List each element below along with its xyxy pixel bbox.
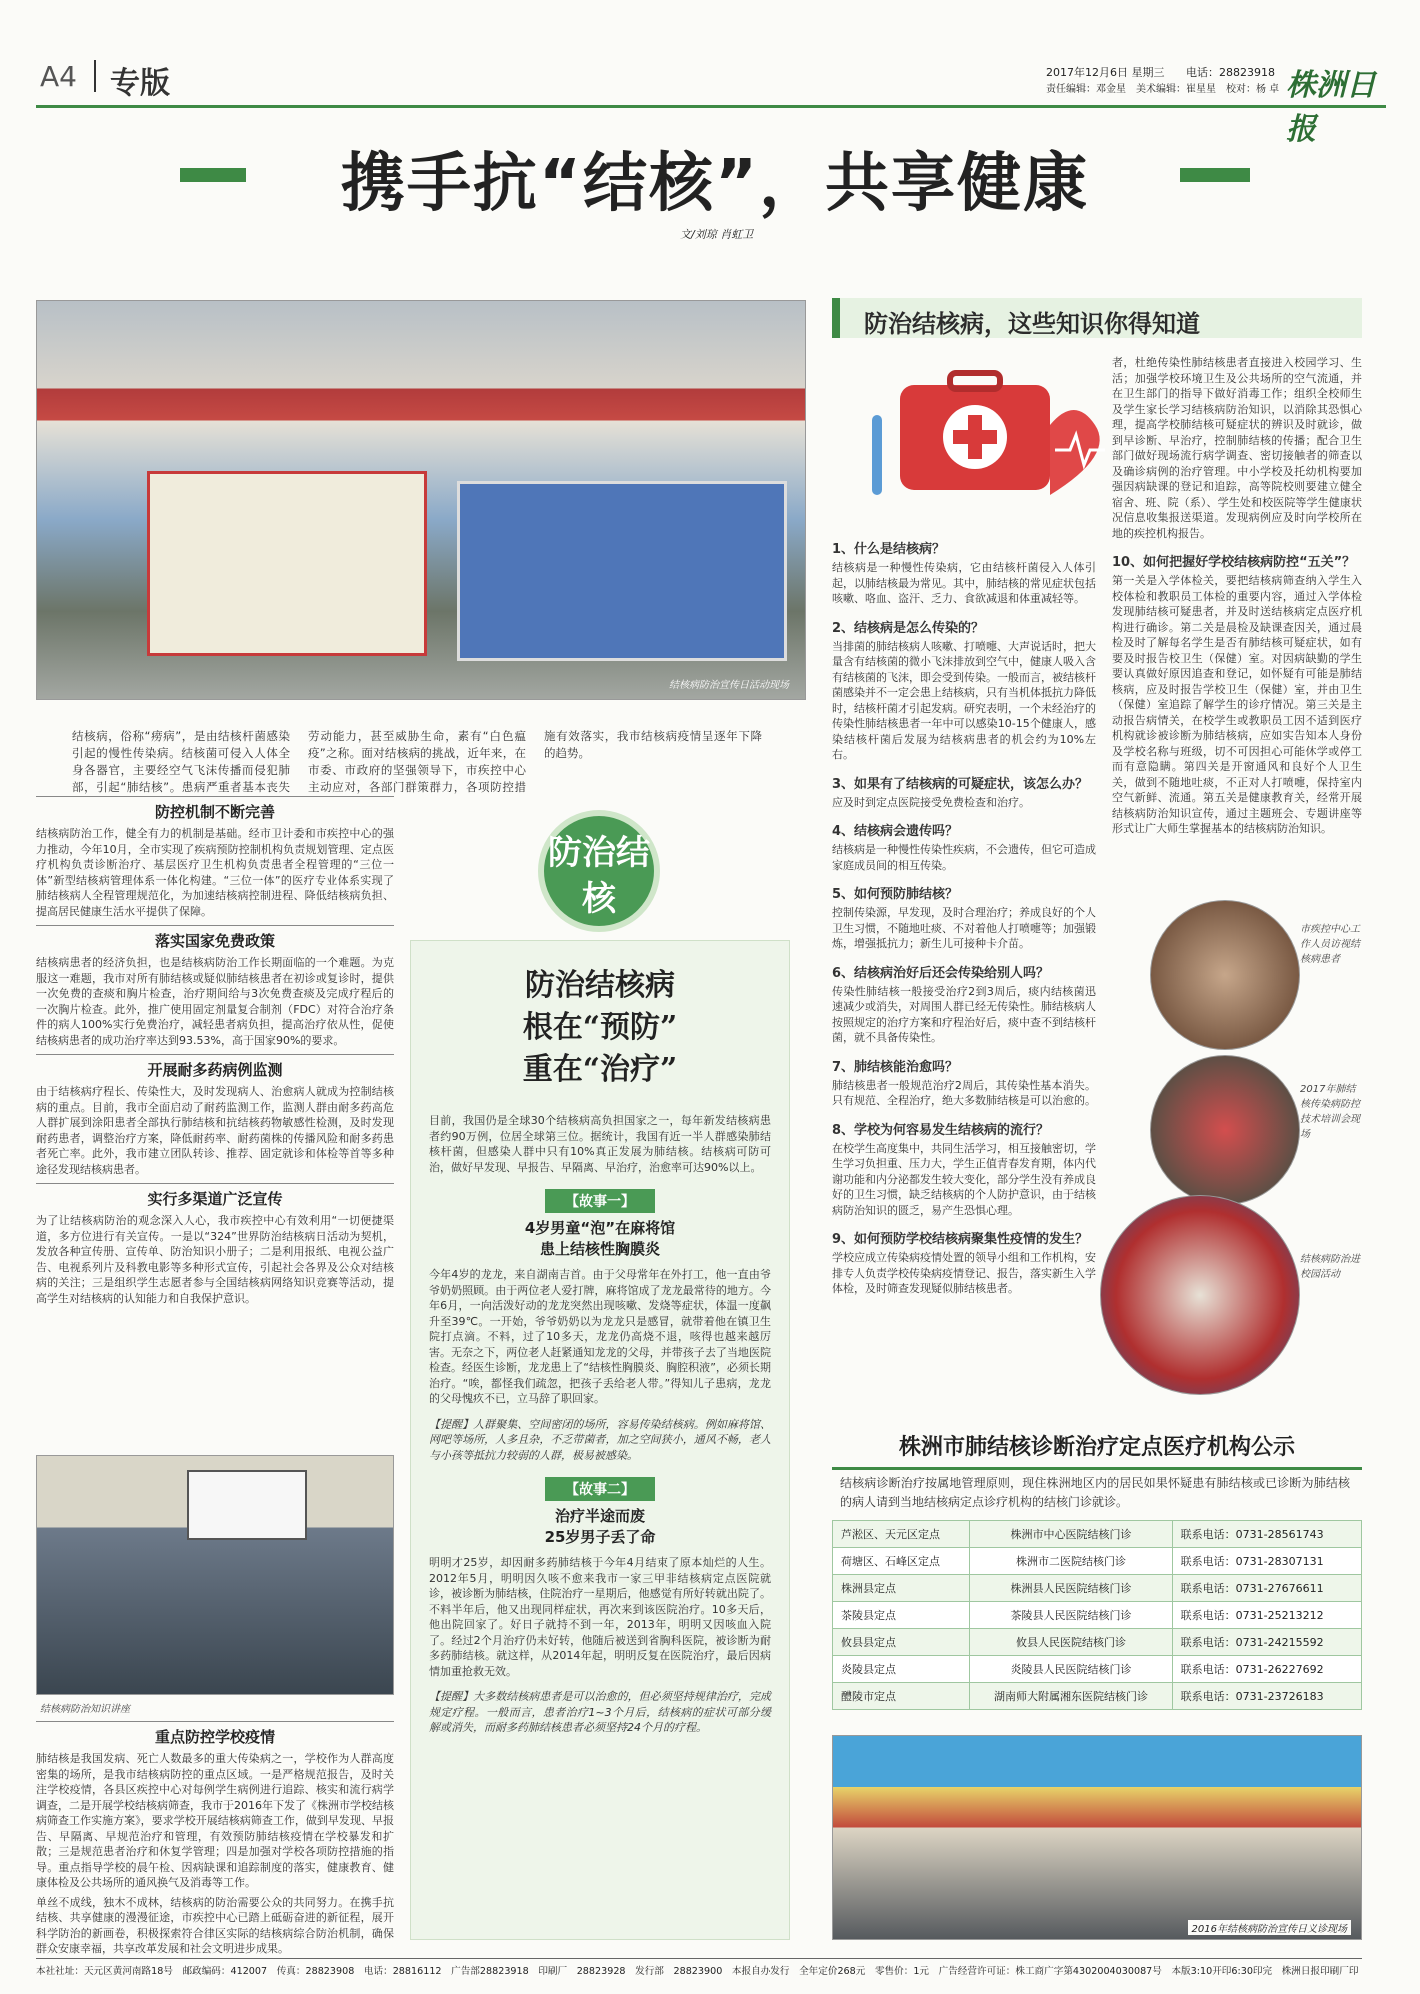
section-text: 结核病患者的经济负担，也是结核病防治工作长期面临的一个难题。为克服这一难题，我市对所有肺结核或疑似肺结核患者在初诊或复诊时，提供一次免费的查痰和胸片检查，治疗期间给与3次免费查痰及完成疗程后的一次胸片检查。此外，推广使用固定剂量复合制剂（FDC）对符合治疗条件的病人100%实行免费治疗，减轻患者病负担，提高治疗依从性，促使结核病患者的成功治疗率达到93.53%，高于国家90%的要求。	[36, 956, 394, 1047]
lead-photo	[36, 300, 806, 700]
hospital-cell: 炎陵县人民医院结核门诊	[970, 1656, 1172, 1683]
phone-cell: 联系电话：0731-26227692	[1172, 1656, 1361, 1683]
district-cell: 茶陵县定点	[833, 1602, 970, 1629]
table-row	[833, 1575, 1362, 1602]
district-cell: 炎陵县定点	[833, 1656, 970, 1683]
page-number: A4	[40, 60, 77, 93]
section-title: 防控机制不断完善	[36, 796, 394, 822]
district-cell: 攸县县定点	[833, 1629, 970, 1656]
footer: 本社社址：天元区黄河南路18号 邮政编码：412007 传真：28823908 电话：28816112 广告部28823918 印刷厂 28823928 发行部 28823900 本报自办发行 全年定价268元 零售价：1元 广告经营许可证：株工商广字第4302004030087号 本版3:10开印6:30印完 株洲日报印刷厂印	[36, 1958, 1362, 1977]
divider	[94, 60, 96, 92]
section-title: 开展耐多药病例监测	[36, 1054, 394, 1080]
phone-cell: 联系电话：0731-24215592	[1172, 1629, 1361, 1656]
section-text: 由于结核病疗程长、传染性大，及时发现病人、治愈病人就成为控制结核病的重点。目前，我市全面启动了耐药监测工作，监测人群由耐多药高危人群扩展到涂阳患者全部执行肺结核和抗结核药物敏感性检测，及时发现耐药患者，调整治疗方案，降低耐药率、耐药菌株的传播风险和耐多药患者死亡率。此外，我市建立团队转诊、推荐、固定就诊和体检等首等多种途径发现结核病患者。	[36, 1085, 394, 1176]
section-text: 单丝不成线，独木不成林，结核病的防治需要公众的共同努力。在携手抗结核、共享健康的漫漫征途，市疾控中心已踏上砥砺奋进的新征程，展开科学防治的新画卷，积极探索符合律区实际的结核病综合防治机制，确保群众安康幸福，共享改革发展和社会文明进步成果。	[36, 1895, 394, 1955]
district-cell: 芦淞区、天元区定点	[833, 1521, 970, 1548]
notice-title: 株洲市肺结核诊断治疗定点医疗机构公示	[832, 1430, 1362, 1470]
hospital-cell: 株洲市中心医院结核门诊	[970, 1521, 1172, 1548]
clinic-photo	[832, 1735, 1362, 1940]
section-text: 肺结核是我国发病、死亡人数最多的重大传染病之一，学校作为人群高度密集的场所，是我市结核病防控的重点区域。一是严格规范报告，及时关注学校疫情，各县区疾控中心对每例学生病例进行追踪、核实和流行病学调查，二是开展学校结核病筛查，我市于2016年下发了《株洲市学校结核病筛查工作实施方案》，要求学校开展结核病筛查工作，做到早发现、早报告、早隔离、早规范治疗和管理，有效预防肺结核疫情在学校暴发和扩散；三是规范患者治疗和休复学管理；四是加强对学校各项防控措施的指导。重点指导学校的晨午检、因病缺课和追踪制度的落实，健康教育、健康体检及公共场所的通风换气及消毒等工作。	[36, 1752, 394, 1889]
story-title: 4岁男童“泡”在麻将馆	[524, 1219, 676, 1237]
photo-caption: 结核病防治宣传日活动现场	[669, 680, 789, 691]
tip-text: 【提醒】大多数结核病患者是可以治愈的，但必须坚持规律治疗，完成规定疗程。一般而言，患者治疗1~3个月后，结核病的症状可部分缓解或消失，而耐多药肺结核患者必须坚持24个月的疗程。	[429, 1690, 771, 1734]
middle-title: 防治结核病 根在“预防” 重在“治疗”	[522, 968, 678, 1087]
phone-cell: 联系电话：0731-28561743	[1172, 1521, 1361, 1548]
table-row	[833, 1656, 1362, 1683]
hospital-table	[832, 1520, 1362, 1710]
district-cell: 荷塘区、石峰区定点	[833, 1548, 970, 1575]
hospital-cell: 株洲市二医院结核门诊	[970, 1548, 1172, 1575]
story-title: 治疗半途而废	[554, 1507, 645, 1525]
medical-kit-illustration	[860, 355, 1120, 515]
table-row	[833, 1548, 1362, 1575]
lead-text: 结核病，俗称“痨病”，是由结核杆菌感染引起的慢性传染病。结核菌可侵入人体全身各器官，主要经空气飞沫传播而侵犯肺部，引起“肺结核”。患病严重者基本丧失劳动能力，甚至威胁生命，素有“白色瘟疫”之称。面对结核病的挑战，近年来，在市委、市政府的坚强领导下，市疾控中心主动应对，各部门群策群力，各项防控措施有效落实，我市结核病疫情呈逐年下降的趋势。	[72, 729, 762, 794]
qa-column-2: 者，杜绝传染性肺结核患者直接进入校园学习、生活；加强学校环境卫生及公共场所的空气流通，并在卫生部门的指导下做好消毒工作；组织全校师生及学生家长学习结核病防治知识，以消除其恐惧心理，提高学校肺结核可疑症状的辨识及时就诊，做到早诊断、早治疗，控制肺结核的传播；配合卫生部门做好现场流行病学调查、密切接触者的筛查以及确诊病例的治疗管理。中小学校及托幼机构要加强因病缺课的登记和追踪，高等院校则要建立健全宿舍、班、院（系）、学生处和校医院等学生健康状况信息收集报送渠道。发现病例应及时向学校所在地的疾控机构报告。 10、如何把握好学校结核病防控“五关”？ 第一关是入学体检关，要把结核病筛查纳入学生入校体检和教职员工体检的重要内容，通过入学体检发现肺结核可疑患者，并及时送结核病定点医疗机构进行确诊。第二关是晨检及缺课查因关，通过晨检及时了解每名学生是否有肺结核可疑症状，如有要及时报告校卫生（保健）室。对因病缺勤的学生要认真做好原因追查和登记，如怀疑有可能是肺结核病，应及时报告学校卫生（保健）室，并由卫生（保健）室追踪了解学生的诊疗情况。第三关是主动报告病情关，在校学生或教职员工因不适到医疗机构就诊被诊断为肺结核病，应如实告知本人身份及学校名称与班级，切不可因担心可能休学或停工而有意隐瞒。第四关是开窗通风和良好个人卫生关，做到不随地吐痰，不正对人打喷嚏，保持室内空气新鲜、流通。第五关是健康教育关，经常开展结核病防治知识宣传，通过主题班会、专题讲座等形式让广大师生掌握基本的结核病防治知识。	[1112, 356, 1362, 835]
section-text: 结核病防治工作，健全有力的机制是基础。经市卫计委和市疾控中心的强力推动，今年10月，全市实现了疾病预防控制机构负责规划管理、定点医疗机构负责诊断治疗、基层医疗卫生机构负责患者全程管理的“三位一体”新型结核病管理体系一体化构建。“三位一体”的医疗专业体系实现了肺结核病人全程管理规范化，为加速结核病控制进程、降低结核病负担、提高居民健康生活水平提供了保障。	[36, 827, 394, 918]
story-text: 明明才25岁，却因耐多药肺结核于今年4月结束了原本灿烂的人生。2012年5月，明明因久咳不愈来我市一家三甲非结核病定点医院就诊，被诊断为肺结核，住院治疗一星期后，他感觉有所好转就出院了。不料半年后，他又出现同样症状，再次来到该医院治疗。10多天后，他出院回家了。好日子就持不到一年，2013年，明明又因咳血入院了。经过2个月治疗仍未好转，他随后被送到省胸科医院，被诊断为耐多药肺结核。就这样，从2014年起，明明反复在医院治疗，最后因病情加重抢救无效。	[429, 1556, 771, 1678]
qa-column-1: 1、什么是结核病？ 结核病是一种慢性传染病，它由结核杆菌侵入人体引起，以肺结核最为常见。其中，肺结核的常见症状包括咳嗽、咯血、盗汗、乏力、食欲减退和体重减轻等。 2、结核病是怎么传染的？ 当排菌的肺结核病人咳嗽、打喷嚏、大声说话时，把大量含有结核菌的微小飞沫排放到空气中，健康人吸入含有结核菌的飞沫，即会受到传染。一般而言，被结核杆菌感染并不一定会患上结核病，只有当机体抵抗力降低时，结核杆菌才引起发病。研究表明，一个未经治疗的传染性肺结核患者一年中可以感染10-15个健康人，感染结核杆菌后发展为结核病患者的机会约为10%左右。 3、如果有了结核病的可疑症状，该怎么办？ 应及时到定点医院接受免费检查和治疗。 4、结核病会遗传吗？ 结核病是一种慢性传染性疾病，不会遗传，但它可造成家庭成员间的相互传染。 5、如何预防肺结核？ 控制传染源，早发现，及时合理治疗；养成良好的个人卫生习惯，不随地吐痰、不对着他人打喷嚏等；加强锻炼，增强抵抗力；新生儿可接种卡介苗。 6、结核病治好后还会传染给别人吗？ 传染性肺结核一般接受治疗2到3周后，痰内结核菌迅速减少或消失，对周围人群已经无传染性。肺结核病人按照规定的治疗方案和疗程治好后，痰中查不到结核杆菌，就不具备传染性。 7、肺结核能治愈吗？ 肺结核患者一般规范治疗2周后，其传染性基本消失。只有规范、全程治疗，绝大多数肺结核是可以治愈的。 8、学校为何容易发生结核病的流行？ 在校学生高度集中，共同生活学习，相互接触密切，学生学习负担重、压力大，学生正值青春发育期，体内代谢功能和内分泌都发生较大变化，部分学生没有养成良好的卫生习惯，缺乏结核病的个人防护意识，由于结核病防治知识的匮乏，易产生恐惧心理。 9、如何预防学校结核病聚集性疫情的发生？ 学校应成立传染病疫情处置的领导小组和工作机构，安排专人负责学校传染病疫情登记、报告，落实新生入学体检，及时筛查发现疑似肺结核患者。	[832, 542, 1096, 1295]
photo-caption: 2016年结核病防治宣传日义诊现场	[1188, 1920, 1351, 1935]
issue-date: 2017年12月6日 星期三	[1046, 66, 1165, 79]
story-subtitle: 患上结核性胸膜炎	[539, 1240, 660, 1258]
byline: 文/刘琼 肖虹卫	[680, 228, 754, 241]
masthead	[36, 52, 1386, 147]
training-photo	[1150, 1055, 1300, 1205]
middle-intro: 目前，我国仍是全球30个结核病高负担国家之一，每年新发结核病患者约90万例，位居全球第三位。据统计，我国有近一半人群感染肺结核杆菌，但感染人群中只有10%真正发展为肺结核。结核病可防可治，做好早发现、早报告、早隔离、早治疗，治愈率可达90%以上。	[429, 1114, 771, 1174]
table-row	[833, 1521, 1362, 1548]
section-title: 重点防控学校疫情	[36, 1721, 394, 1747]
phone-cell: 联系电话：0731-25213212	[1172, 1602, 1361, 1629]
notice-text: 结核病诊断治疗按属地管理原则，现住株洲地区内的居民如果怀疑患有肺结核或已诊断为肺结核的病人请到当地结核病定点诊疗机构的结核门诊就诊。	[840, 1476, 1350, 1509]
prevention-badge: 防治结核	[538, 810, 660, 932]
headline-bar	[180, 128, 1250, 221]
section-name: 专版	[110, 66, 170, 101]
phone-cell: 联系电话：0731-27676611	[1172, 1575, 1361, 1602]
district-cell: 醴陵市定点	[833, 1683, 970, 1710]
left-column	[36, 790, 394, 1306]
hospital-cell: 攸县人民医院结核门诊	[970, 1629, 1172, 1656]
section-title: 落实国家免费政策	[36, 925, 394, 951]
phone-cell: 联系电话：0731-23726183	[1172, 1683, 1361, 1710]
hospital-cell: 株洲县人民医院结核门诊	[970, 1575, 1172, 1602]
table-row	[833, 1602, 1362, 1629]
table-row	[833, 1629, 1362, 1656]
table-row	[833, 1683, 1362, 1710]
photo-caption: 结核病防治进校园活动	[1300, 1254, 1360, 1280]
paper-logo: 株洲日报	[1286, 68, 1376, 147]
medical-kit-icon	[860, 355, 1120, 515]
editor-credits: 责任编辑：邓金星 美术编辑：崔星星 校对：杨 卓	[1046, 84, 1280, 95]
story-subtitle: 25岁男子丢了命	[544, 1528, 656, 1546]
phone-cell: 联系电话：0731-28307131	[1172, 1548, 1361, 1575]
tip-text: 【提醒】人群聚集、空间密闭的场所，容易传染结核病。例如麻将馆、网吧等场所，人多且杂，不乏带菌者，加之空间狭小，通风不畅，老人与小孩等抵抗力较弱的人群，极易被感染。	[429, 1417, 771, 1462]
issue-phone: 电话：28823918	[1186, 66, 1275, 79]
middle-box	[410, 940, 790, 1940]
hospital-cell: 茶陵县人民医院结核门诊	[970, 1602, 1172, 1629]
knowledge-banner: 防治结核病，这些知识你得知道	[832, 298, 1362, 338]
lecture-photo	[36, 1455, 394, 1695]
photo-caption: 2017年肺结核传染病防控技术培训会现场	[1300, 1084, 1360, 1140]
photo-caption: 结核病防治知识讲座	[40, 1704, 130, 1715]
left-column-bottom	[36, 1715, 394, 1957]
headline: 携手抗“结核”，共享健康	[340, 147, 1090, 221]
hospital-cell: 湖南师大附属湘东医院结核门诊	[970, 1683, 1172, 1710]
photo-caption: 市疾控中心工作人员访视结核病患者	[1300, 924, 1360, 965]
section-text: 为了让结核病防治的观念深入人心，我市疾控中心有效利用“一切便捷渠道，多方位进行有关宣传。一是以“324”世界防治结核病日活动为契机，发放各种宣传册、宣传单、防治知识小册子；二是利用报纸、电视公益广告、电视系列片及科教电影等多种形式宣传，引起社会各界及公众对结核病的关注；三是组织学生志愿者参与全国结核病网络知识竞赛等活动，提高学生对结核病的认知能力和自我保护意识。	[36, 1214, 394, 1305]
story-tag: 【故事二】	[545, 1477, 655, 1501]
section-title: 实行多渠道广泛宣传	[36, 1183, 394, 1209]
campus-photo	[1100, 1195, 1300, 1395]
story-text: 今年4岁的龙龙，来自湖南吉首。由于父母常年在外打工，他一直由爷爷奶奶照顾。由于两位老人爱打牌，麻将馆成了龙龙最常待的地方。今年6月，一向活泼好动的龙龙突然出现咳嗽、发烧等症状，体温一度飙升至39℃。一开始，爷爷奶奶以为龙龙只是感冒，就带着他在镇卫生院打点滴。不料，过了10多天，龙龙仍高烧不退，咳得也越来越厉害。无奈之下，两位老人赶紧通知龙龙的父母，并带孩子去了当地医院检查。经医生诊断，龙龙患上了“结核性胸膜炎、胸腔积液”，必须长期治疗。“唉，都怪我们疏忽，把孩子丢给老人带。”得知儿子患病，龙龙的父母愧疚不已，立马辞了职回家。	[429, 1268, 771, 1405]
story-tag: 【故事一】	[545, 1189, 655, 1213]
district-cell: 株洲县定点	[833, 1575, 970, 1602]
visit-photo	[1150, 900, 1300, 1050]
